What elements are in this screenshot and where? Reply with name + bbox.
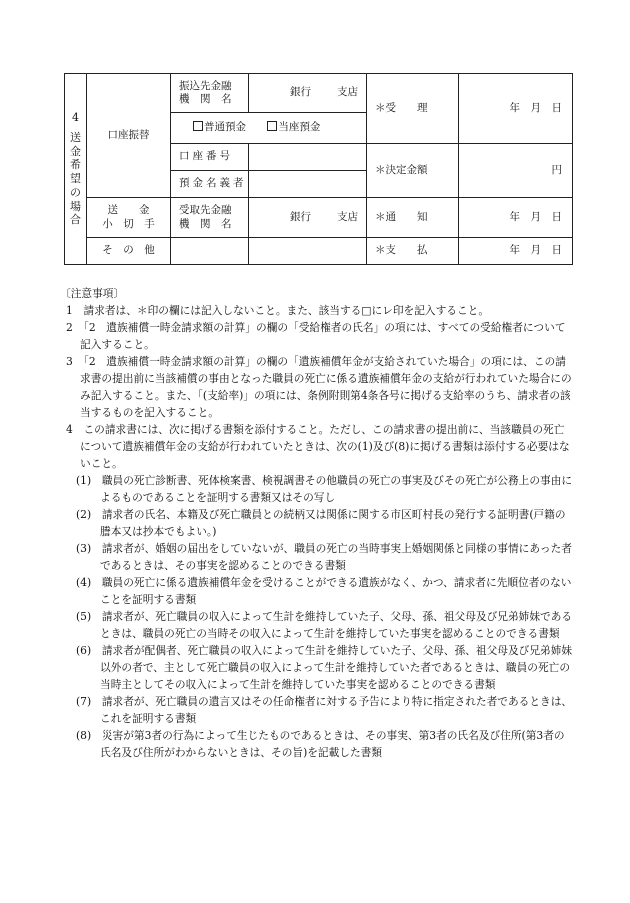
section-number: 4 xyxy=(72,111,79,124)
note-item-2: 2 「2 遺族補償一時金請求額の計算」の欄の「受給権者の氏名」の項には、すべての受給権者について記入すること。 xyxy=(66,321,566,351)
payment-date-field[interactable]: 年 月 日 xyxy=(459,238,573,265)
note-subitem-5: (5) 請求者が、死亡職員の収入によって生計を維持していた子、父母、孫、祖父母及び兄弟姉妹であるときは、職員の死亡の当時その収入によって生計を維持していた事実を認めることのできる書類 xyxy=(76,610,573,640)
note-subitem-6: (6) 請求者が配偶者、死亡職員の収入によって生計を維持していた子、父母、孫、祖父母及び兄弟姉妹以外の者で、主として死亡職員の収入によって生計を維持していた者であるときは、職員の死亡の当時主としてその収入によって生計を維持していた事実を認めることのできる書類 xyxy=(76,644,573,691)
section-char: 金 xyxy=(70,144,81,158)
received-date-field[interactable]: 年 月 日 xyxy=(459,74,573,144)
section-char: 望 xyxy=(70,172,81,185)
other-label: そ の 他 xyxy=(87,238,171,265)
account-type-options xyxy=(171,113,367,144)
note-item-3: 3 「2 遺族補償一時金請求額の計算」の欄の「遺族補償年金が支給されていた場合」の項には、この請求書の提出前に当該補償の事由となった職員の死亡に係る遺族補償年金の支給が行われていた場合にのみ記入すること。また、「(支給率)」の項には、条例附則第4条各号に掲げる支給率のうち、請求者の該当するものを記入すること。 xyxy=(66,355,572,419)
account-holder-field[interactable] xyxy=(249,171,367,198)
note-subitem-7: (7) 請求者が、死亡職員の遺言又はその任命権者に対する予告により特に指定された者であるときは、これを証明する書類 xyxy=(76,695,573,725)
futsu-option[interactable]: 普通預金 xyxy=(193,121,246,133)
note-subitem-8: (8) 災害が第3者の行為によって生じたものであるときは、その事実、第3者の氏名及び住所(第3者の氏名及び住所がわからないときは、その旨)を記載した書類 xyxy=(76,729,565,759)
notes-header: 〔注意事項〕 xyxy=(60,287,125,300)
furikomi-bank-label: 振込先金融 機 関 名 xyxy=(171,74,249,113)
section-char: 送 xyxy=(70,130,81,144)
koza-furikae-label: 口座振替 xyxy=(87,74,171,198)
account-holder-label: 預金名義者 xyxy=(171,171,249,198)
section-char: 希 xyxy=(70,158,81,172)
furikomi-bank-field[interactable]: 銀行 支店 xyxy=(249,74,367,113)
section-4-title xyxy=(65,74,87,265)
section-char: の xyxy=(70,185,81,199)
other-field-1[interactable] xyxy=(171,238,249,265)
receive-bank-label: 受取先金融 機 関 名 xyxy=(171,198,249,238)
checkbox-icon[interactable] xyxy=(267,121,277,131)
received-label: ＊受 理 xyxy=(367,74,459,144)
note-item-4: 4 この請求書には、次に掲げる書類を添付すること。ただし、この請求書の提出前に、当該職員の死亡について遺族補償年金の支給が行われていたときは、次の(1)及び(8)に掲げる書類は添付する必要はないこと。 xyxy=(66,423,570,470)
notes-section xyxy=(60,285,574,761)
note-item-1: 1 請求者は、＊印の欄には記入しないこと。また、該当する□にレ印を記入すること。 xyxy=(66,304,490,317)
section-char: 合 xyxy=(70,213,81,227)
remittance-form-table xyxy=(64,73,573,265)
decision-amount-field[interactable]: 円 xyxy=(459,144,573,198)
other-field-2[interactable] xyxy=(249,238,367,265)
note-subitem-1: (1) 職員の死亡診断書、死体検案書、検視調書その他職員の死亡の事実及びその死亡が公務上の事由によるものであることを証明する書類又はその写し xyxy=(76,474,573,504)
note-subitem-2: (2) 請求者の氏名、本籍及び死亡職員との続柄又は関係に関する市区町村長の発行する証明書(戸籍の謄本又は抄本でもよい。) xyxy=(76,508,566,538)
decision-amount-label: ＊決定金額 xyxy=(367,144,459,198)
account-number-label: 口座番号 xyxy=(171,144,249,171)
toza-option[interactable]: 当座預金 xyxy=(267,121,320,133)
notice-date-field[interactable]: 年 月 日 xyxy=(459,198,573,238)
checkbox-icon[interactable] xyxy=(193,121,203,131)
receive-bank-field[interactable]: 銀行 支店 xyxy=(249,198,367,238)
note-subitem-4: (4) 職員の死亡に係る遺族補償年金を受けることができる遺族がなく、かつ、請求者に先順位者のないことを証明する書類 xyxy=(76,576,572,606)
payment-label: ＊支 払 xyxy=(367,238,459,265)
account-number-field[interactable] xyxy=(249,144,367,171)
section-char: 場 xyxy=(70,199,81,213)
note-subitem-3: (3) 請求者が、婚姻の届出をしていないが、職員の死亡の当時事実上婚姻関係と同様の事情にあった者であるときは、その事実を認めることのできる書類 xyxy=(76,542,572,572)
notice-label: ＊通 知 xyxy=(367,198,459,238)
kogitte-label: 送 金 小 切 手 xyxy=(87,198,171,238)
